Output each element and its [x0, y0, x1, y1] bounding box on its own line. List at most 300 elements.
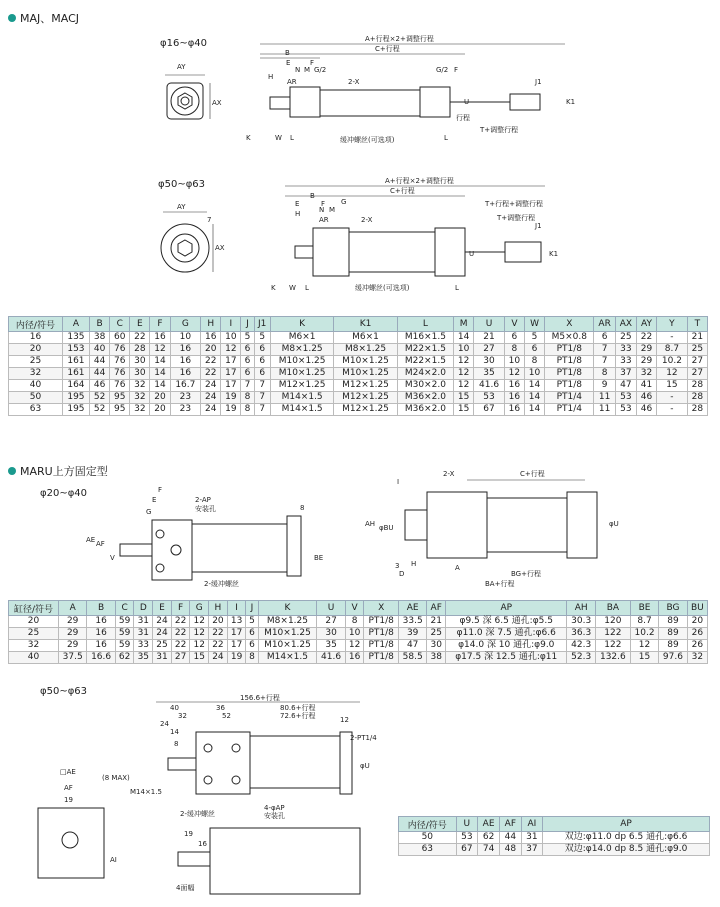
- dim-stroke: 行程: [456, 114, 470, 122]
- table-cell: 8.7: [630, 616, 658, 628]
- table-cell: 95: [110, 404, 130, 416]
- table-cell: M36×2.0: [397, 392, 453, 404]
- table-cell: 32: [130, 404, 150, 416]
- table-cell: 12: [454, 368, 474, 380]
- table-cell: 32: [130, 392, 150, 404]
- table-row: [9, 392, 708, 404]
- table-cell: 52.3: [567, 652, 595, 664]
- table-cell: 41.6: [474, 380, 505, 392]
- table-cell: 17: [227, 628, 246, 640]
- table-row: [9, 368, 708, 380]
- table-cell: 135: [62, 332, 89, 344]
- dim-2x: 2-X: [348, 78, 360, 86]
- table-header-cell: BA: [595, 601, 630, 616]
- table-cell: 62: [115, 652, 134, 664]
- table-cell: 14: [150, 356, 170, 368]
- table-cell: 20: [209, 616, 228, 628]
- table-cell: 双边:φ14.0 dp 8.5 通孔:φ9.0: [543, 844, 710, 856]
- table-header-cell: BG: [659, 601, 687, 616]
- d3-be: BE: [314, 554, 324, 562]
- table-cell: 25: [153, 640, 172, 652]
- maru-large-front-view: [30, 766, 130, 886]
- table-cell: 12: [190, 640, 209, 652]
- table-cell: 89: [659, 628, 687, 640]
- table-cell: 76: [110, 344, 130, 356]
- table-header-cell: U: [456, 817, 478, 832]
- table-cell: 31: [134, 628, 153, 640]
- table-header-cell: J: [241, 317, 254, 332]
- table-cell: 19: [227, 652, 246, 664]
- d5-726: 72.6+行程: [280, 712, 316, 720]
- lbl-l-right: L: [444, 134, 448, 142]
- table-cell: 29: [58, 616, 86, 628]
- table-cell: 16: [504, 392, 524, 404]
- table-cell: 12: [454, 380, 474, 392]
- dim-g2: G/2: [314, 66, 327, 74]
- table-cell: 6: [241, 344, 254, 356]
- table-cell: -: [657, 332, 688, 344]
- d6-max8: (8 MAX): [102, 774, 130, 782]
- table-cell: 33: [615, 344, 636, 356]
- dim-c-2: C+行程: [390, 187, 415, 195]
- table-cell: 10: [504, 356, 524, 368]
- table-header-cell: A: [62, 317, 89, 332]
- dim-ay: AY: [177, 63, 186, 71]
- table-cell: 89: [659, 640, 687, 652]
- d4-2x: 2-X: [443, 470, 455, 478]
- table-cell: 27: [171, 652, 190, 664]
- d3-buffer: 2-缓冲螺丝: [204, 580, 239, 588]
- table-cell: 22: [171, 628, 190, 640]
- d5-19: 19: [184, 830, 193, 838]
- table-cell: M8×1.25: [258, 616, 317, 628]
- table-header-row: [9, 601, 708, 616]
- table-header-cell: 内径/符号: [399, 817, 457, 832]
- table-cell: 5: [246, 616, 258, 628]
- d4-i: I: [397, 478, 400, 486]
- spec-table-maru: [8, 600, 708, 664]
- table-cell: 74: [478, 844, 500, 856]
- table-header-cell: E: [130, 317, 150, 332]
- table-header-cell: AE: [398, 601, 426, 616]
- d4-a: A: [455, 564, 460, 572]
- table-cell: 97.6: [659, 652, 687, 664]
- table-cell: PT1/8: [545, 368, 594, 380]
- bore-range-label-3: φ20~φ40: [40, 488, 88, 499]
- table-cell: M22×1.5: [397, 356, 453, 368]
- table-cell: 35: [134, 652, 153, 664]
- table-cell: 24: [153, 628, 172, 640]
- table-cell: 20: [9, 344, 63, 356]
- table-header-cell: V: [504, 317, 524, 332]
- d5-face4: 4面幅: [176, 884, 195, 892]
- dim-7: 7: [207, 216, 212, 224]
- table-cell: 16: [87, 628, 115, 640]
- table-cell: 16: [170, 356, 201, 368]
- lbl-k1-2: K1: [549, 250, 559, 258]
- table-header-cell: AE: [478, 817, 500, 832]
- table-cell: 161: [62, 368, 89, 380]
- table-cell: 14: [150, 368, 170, 380]
- table-cell: 89: [659, 616, 687, 628]
- table-cell: 60: [110, 332, 130, 344]
- table-cell: M12×1.25: [334, 380, 397, 392]
- table-cell: 39: [398, 628, 426, 640]
- table-cell: 28: [687, 404, 707, 416]
- table-cell: M22×1.5: [397, 344, 453, 356]
- table-cell: 44: [90, 368, 110, 380]
- table-cell: 32: [9, 640, 59, 652]
- table-header-cell: G: [170, 317, 201, 332]
- dim-j1: J1: [535, 78, 542, 86]
- table-cell: 30: [130, 356, 150, 368]
- table-cell: φ14.0 深 10 通孔:φ9.0: [446, 640, 567, 652]
- section-title-maru: [8, 463, 108, 479]
- table-cell: 10: [345, 628, 364, 640]
- table-cell: 10.2: [657, 356, 688, 368]
- table-cell: PT1/8: [545, 380, 594, 392]
- table-cell: M30×2.0: [397, 380, 453, 392]
- dim-f-2: F: [321, 200, 326, 208]
- table-cell: 42.3: [567, 640, 595, 652]
- table-header-cell: K1: [334, 317, 397, 332]
- table-cell: 6: [254, 356, 270, 368]
- d5-156: 156.6+行程: [240, 694, 280, 702]
- dim-a: A+行程×2+调整行程: [365, 35, 434, 43]
- table-cell: 20: [9, 616, 59, 628]
- table-cell: 10: [454, 344, 474, 356]
- table-cell: 15: [657, 380, 688, 392]
- d5-12: 12: [340, 716, 349, 724]
- table-cell: 12: [150, 344, 170, 356]
- table-cell: 16.7: [170, 380, 201, 392]
- table-header-cell: C: [110, 317, 130, 332]
- table-cell: 8: [241, 404, 254, 416]
- d4-ba: BA+行程: [485, 580, 515, 588]
- table-cell: 59: [115, 628, 134, 640]
- table-cell: 8: [524, 356, 544, 368]
- d6-af: AF: [64, 784, 73, 792]
- table-cell: 32: [636, 368, 656, 380]
- table-cell: 26: [687, 628, 707, 640]
- table-cell: 6: [524, 344, 544, 356]
- table-cell: 19: [221, 404, 241, 416]
- table-cell: 37: [615, 368, 636, 380]
- table-cell: PT1/8: [545, 356, 594, 368]
- d4-d: D: [399, 570, 405, 578]
- table-header-cell: 缸径/符号: [9, 601, 59, 616]
- table-header-row: [399, 817, 710, 832]
- table-cell: 27: [687, 368, 707, 380]
- table-cell: 10.2: [630, 628, 658, 640]
- table-cell: 62: [478, 832, 500, 844]
- table-cell: 23: [170, 392, 201, 404]
- table-cell: 14: [524, 392, 544, 404]
- table-cell: M24×2.0: [397, 368, 453, 380]
- d5-32: 32: [178, 712, 187, 720]
- table-cell: 30: [317, 628, 345, 640]
- table-header-cell: BE: [630, 601, 658, 616]
- table-cell: 16: [150, 332, 170, 344]
- table-cell: 6: [246, 628, 258, 640]
- d3-f: F: [158, 486, 163, 494]
- table-row: [399, 832, 710, 844]
- table-header-cell: AF: [427, 601, 446, 616]
- table-cell: 5: [254, 332, 270, 344]
- table-cell: 25: [9, 628, 59, 640]
- table-cell: 22: [636, 332, 656, 344]
- table-cell: 164: [62, 380, 89, 392]
- table-cell: 12: [345, 640, 364, 652]
- dim-m: M: [304, 66, 311, 74]
- table-cell: 16: [345, 652, 364, 664]
- table-header-cell: M: [454, 317, 474, 332]
- dim-m-2: M: [329, 206, 336, 214]
- table-cell: M10×1.25: [258, 640, 317, 652]
- table-cell: φ9.5 深 6.5 通孔:φ5.5: [446, 616, 567, 628]
- lbl-buffer-2: 缓冲螺丝(可选项): [355, 284, 410, 292]
- table-header-cell: V: [345, 601, 364, 616]
- table-cell: 10: [221, 332, 241, 344]
- table-header-cell: Y: [657, 317, 688, 332]
- dim-ay-2: AY: [177, 203, 186, 211]
- table-header-cell: A: [58, 601, 86, 616]
- table-cell: 6: [254, 344, 270, 356]
- table-cell: 14: [150, 380, 170, 392]
- table-cell: M10×1.25: [258, 628, 317, 640]
- d5-806: 80.6+行程: [280, 704, 316, 712]
- dim-h: H: [268, 73, 274, 81]
- table-cell: 59: [115, 616, 134, 628]
- table-cell: M36×2.0: [397, 404, 453, 416]
- table-cell: M6×1: [334, 332, 397, 344]
- dim-ax: AX: [212, 99, 222, 107]
- table-cell: 38: [427, 652, 446, 664]
- table-cell: PT1/4: [545, 404, 594, 416]
- table-cell: 16.6: [87, 652, 115, 664]
- table-cell: M10×1.25: [270, 368, 333, 380]
- table-cell: 29: [636, 356, 656, 368]
- table-cell: 11: [594, 392, 615, 404]
- table-cell: 122: [595, 640, 630, 652]
- table-header-cell: AF: [500, 817, 522, 832]
- dim-n: N: [295, 66, 301, 74]
- d5-14: 14: [170, 728, 179, 736]
- table-header-cell: F: [171, 601, 190, 616]
- table-cell: 28: [687, 392, 707, 404]
- table-cell: 16: [9, 332, 63, 344]
- table-cell: 12: [630, 640, 658, 652]
- dim-g2-right: G/2: [436, 66, 449, 74]
- table-header-cell: U: [474, 317, 505, 332]
- table-cell: M5×0.8: [545, 332, 594, 344]
- table-cell: -: [657, 392, 688, 404]
- table-row: [399, 844, 710, 856]
- table-cell: 20: [201, 344, 221, 356]
- d5-16: 16: [198, 840, 207, 848]
- table-cell: 24: [209, 652, 228, 664]
- table-cell: 46: [636, 392, 656, 404]
- table-cell: 17: [221, 356, 241, 368]
- table-cell: 63: [399, 844, 457, 856]
- table-cell: 153: [62, 344, 89, 356]
- table-cell: M12×1.25: [334, 404, 397, 416]
- table-cell: 8: [345, 616, 364, 628]
- dim-f: F: [310, 59, 315, 67]
- table-cell: M12×1.25: [334, 392, 397, 404]
- table-cell: 12: [504, 368, 524, 380]
- table-cell: M8×1.25: [334, 344, 397, 356]
- dim-n-2: N: [319, 206, 325, 214]
- table-cell: 12: [190, 616, 209, 628]
- table-cell: 37: [521, 844, 543, 856]
- table-cell: 59: [115, 640, 134, 652]
- table-cell: 16: [170, 368, 201, 380]
- table-header-cell: F: [150, 317, 170, 332]
- table-cell: 22: [171, 640, 190, 652]
- dim-ax-2: AX: [215, 244, 225, 252]
- d4-bu: φBU: [379, 524, 394, 532]
- table-cell: 16: [201, 332, 221, 344]
- table-cell: 6: [241, 356, 254, 368]
- table-cell: 6: [241, 368, 254, 380]
- table-cell: 161: [62, 356, 89, 368]
- table-cell: 26: [687, 640, 707, 652]
- table-cell: 37.5: [58, 652, 86, 664]
- table-header-cell: AH: [567, 601, 595, 616]
- table-cell: 17: [221, 368, 241, 380]
- table-cell: PT1/8: [545, 344, 594, 356]
- table-header-cell: T: [687, 317, 707, 332]
- table-cell: 16: [87, 616, 115, 628]
- lbl-w: W: [275, 134, 282, 142]
- table-cell: PT1/8: [364, 628, 399, 640]
- table-cell: 15: [190, 652, 209, 664]
- table-cell: 21: [687, 332, 707, 344]
- table-cell: 44: [500, 832, 522, 844]
- table-row: [9, 356, 708, 368]
- bullet-icon: [8, 467, 16, 475]
- table-row: [9, 628, 708, 640]
- table-cell: 20: [150, 404, 170, 416]
- maru-front-side-view: [355, 466, 635, 586]
- bore-range-label: φ16~φ40: [160, 38, 208, 49]
- table-header-cell: H: [209, 601, 228, 616]
- table-cell: 14: [524, 380, 544, 392]
- table-header-cell: K: [270, 317, 333, 332]
- d3-ae: AE: [86, 536, 96, 544]
- d5-ap4: 4-φAP: [264, 804, 285, 812]
- table-cell: M14×1.5: [258, 652, 317, 664]
- table-cell: 32: [687, 652, 707, 664]
- table-cell: 6: [254, 368, 270, 380]
- table-cell: 25: [687, 344, 707, 356]
- table-cell: 195: [62, 404, 89, 416]
- table-cell: 11: [594, 404, 615, 416]
- d5-u: φU: [360, 762, 370, 770]
- table-cell: 5: [241, 332, 254, 344]
- bore-range-label-4: φ50~φ63: [40, 686, 88, 697]
- table-cell: 30: [427, 640, 446, 652]
- dim-ar: AR: [287, 78, 297, 86]
- table-row: [9, 652, 708, 664]
- table-cell: 21: [427, 616, 446, 628]
- lbl-u-2: U: [469, 250, 475, 258]
- table-cell: 6: [594, 332, 615, 344]
- table-cell: 67: [474, 404, 505, 416]
- d5-m14: M14×1.5: [130, 788, 162, 796]
- table-cell: 12: [190, 628, 209, 640]
- table-cell: 14: [524, 404, 544, 416]
- table-cell: 95: [110, 392, 130, 404]
- table-cell: 22: [201, 368, 221, 380]
- table-cell: 23: [170, 404, 201, 416]
- table-cell: 22: [209, 640, 228, 652]
- table-cell: M14×1.5: [270, 392, 333, 404]
- table-cell: 50: [9, 392, 63, 404]
- table-header-cell: AP: [446, 601, 567, 616]
- d4-u: φU: [609, 520, 619, 528]
- table-header-row: [9, 317, 708, 332]
- table-cell: 46: [636, 404, 656, 416]
- d5-24: 24: [160, 720, 169, 728]
- table-cell: 7: [241, 380, 254, 392]
- lbl-w-2: W: [289, 284, 296, 292]
- table-cell: 53: [474, 392, 505, 404]
- table-header-cell: H: [201, 317, 221, 332]
- d5-ap-hole: 安装孔: [264, 812, 285, 820]
- table-cell: 25: [9, 356, 63, 368]
- dim-f-right: F: [454, 66, 459, 74]
- table-cell: 53: [456, 832, 478, 844]
- table-cell: 40: [90, 344, 110, 356]
- d5-8: 8: [174, 740, 179, 748]
- table-cell: 20: [150, 392, 170, 404]
- table-cell: 32: [130, 380, 150, 392]
- table-cell: 15: [630, 652, 658, 664]
- table-cell: 38: [90, 332, 110, 344]
- table-header-cell: W: [524, 317, 544, 332]
- table-cell: 16: [170, 344, 201, 356]
- table-header-cell: D: [134, 601, 153, 616]
- table-cell: M10×1.25: [270, 356, 333, 368]
- table-cell: 122: [595, 628, 630, 640]
- table-header-cell: AX: [615, 317, 636, 332]
- dim-t-adj: T+调整行程: [480, 126, 519, 134]
- table-header-cell: J: [246, 601, 258, 616]
- dim-b: B: [285, 49, 290, 57]
- section-title-text: MAJ、MACJ: [20, 12, 80, 25]
- table-cell: 35: [317, 640, 345, 652]
- table-cell: 5: [524, 332, 544, 344]
- table-cell: 6: [246, 640, 258, 652]
- table-cell: 24: [201, 404, 221, 416]
- table-cell: 67: [456, 844, 478, 856]
- spec-table-maru-large: [398, 816, 710, 856]
- table-cell: 16: [504, 404, 524, 416]
- table-header-cell: K: [258, 601, 317, 616]
- table-row: [9, 344, 708, 356]
- d4-ah: AH: [365, 520, 376, 528]
- table-cell: PT1/8: [364, 640, 399, 652]
- table-cell: 31: [153, 652, 172, 664]
- dim-t-adj-2: T+调整行程: [497, 214, 536, 222]
- table-cell: 21: [474, 332, 505, 344]
- dim-c: C+行程: [375, 45, 400, 53]
- table-cell: M14×1.5: [270, 404, 333, 416]
- d3-e: E: [152, 496, 157, 504]
- table-cell: 25: [615, 332, 636, 344]
